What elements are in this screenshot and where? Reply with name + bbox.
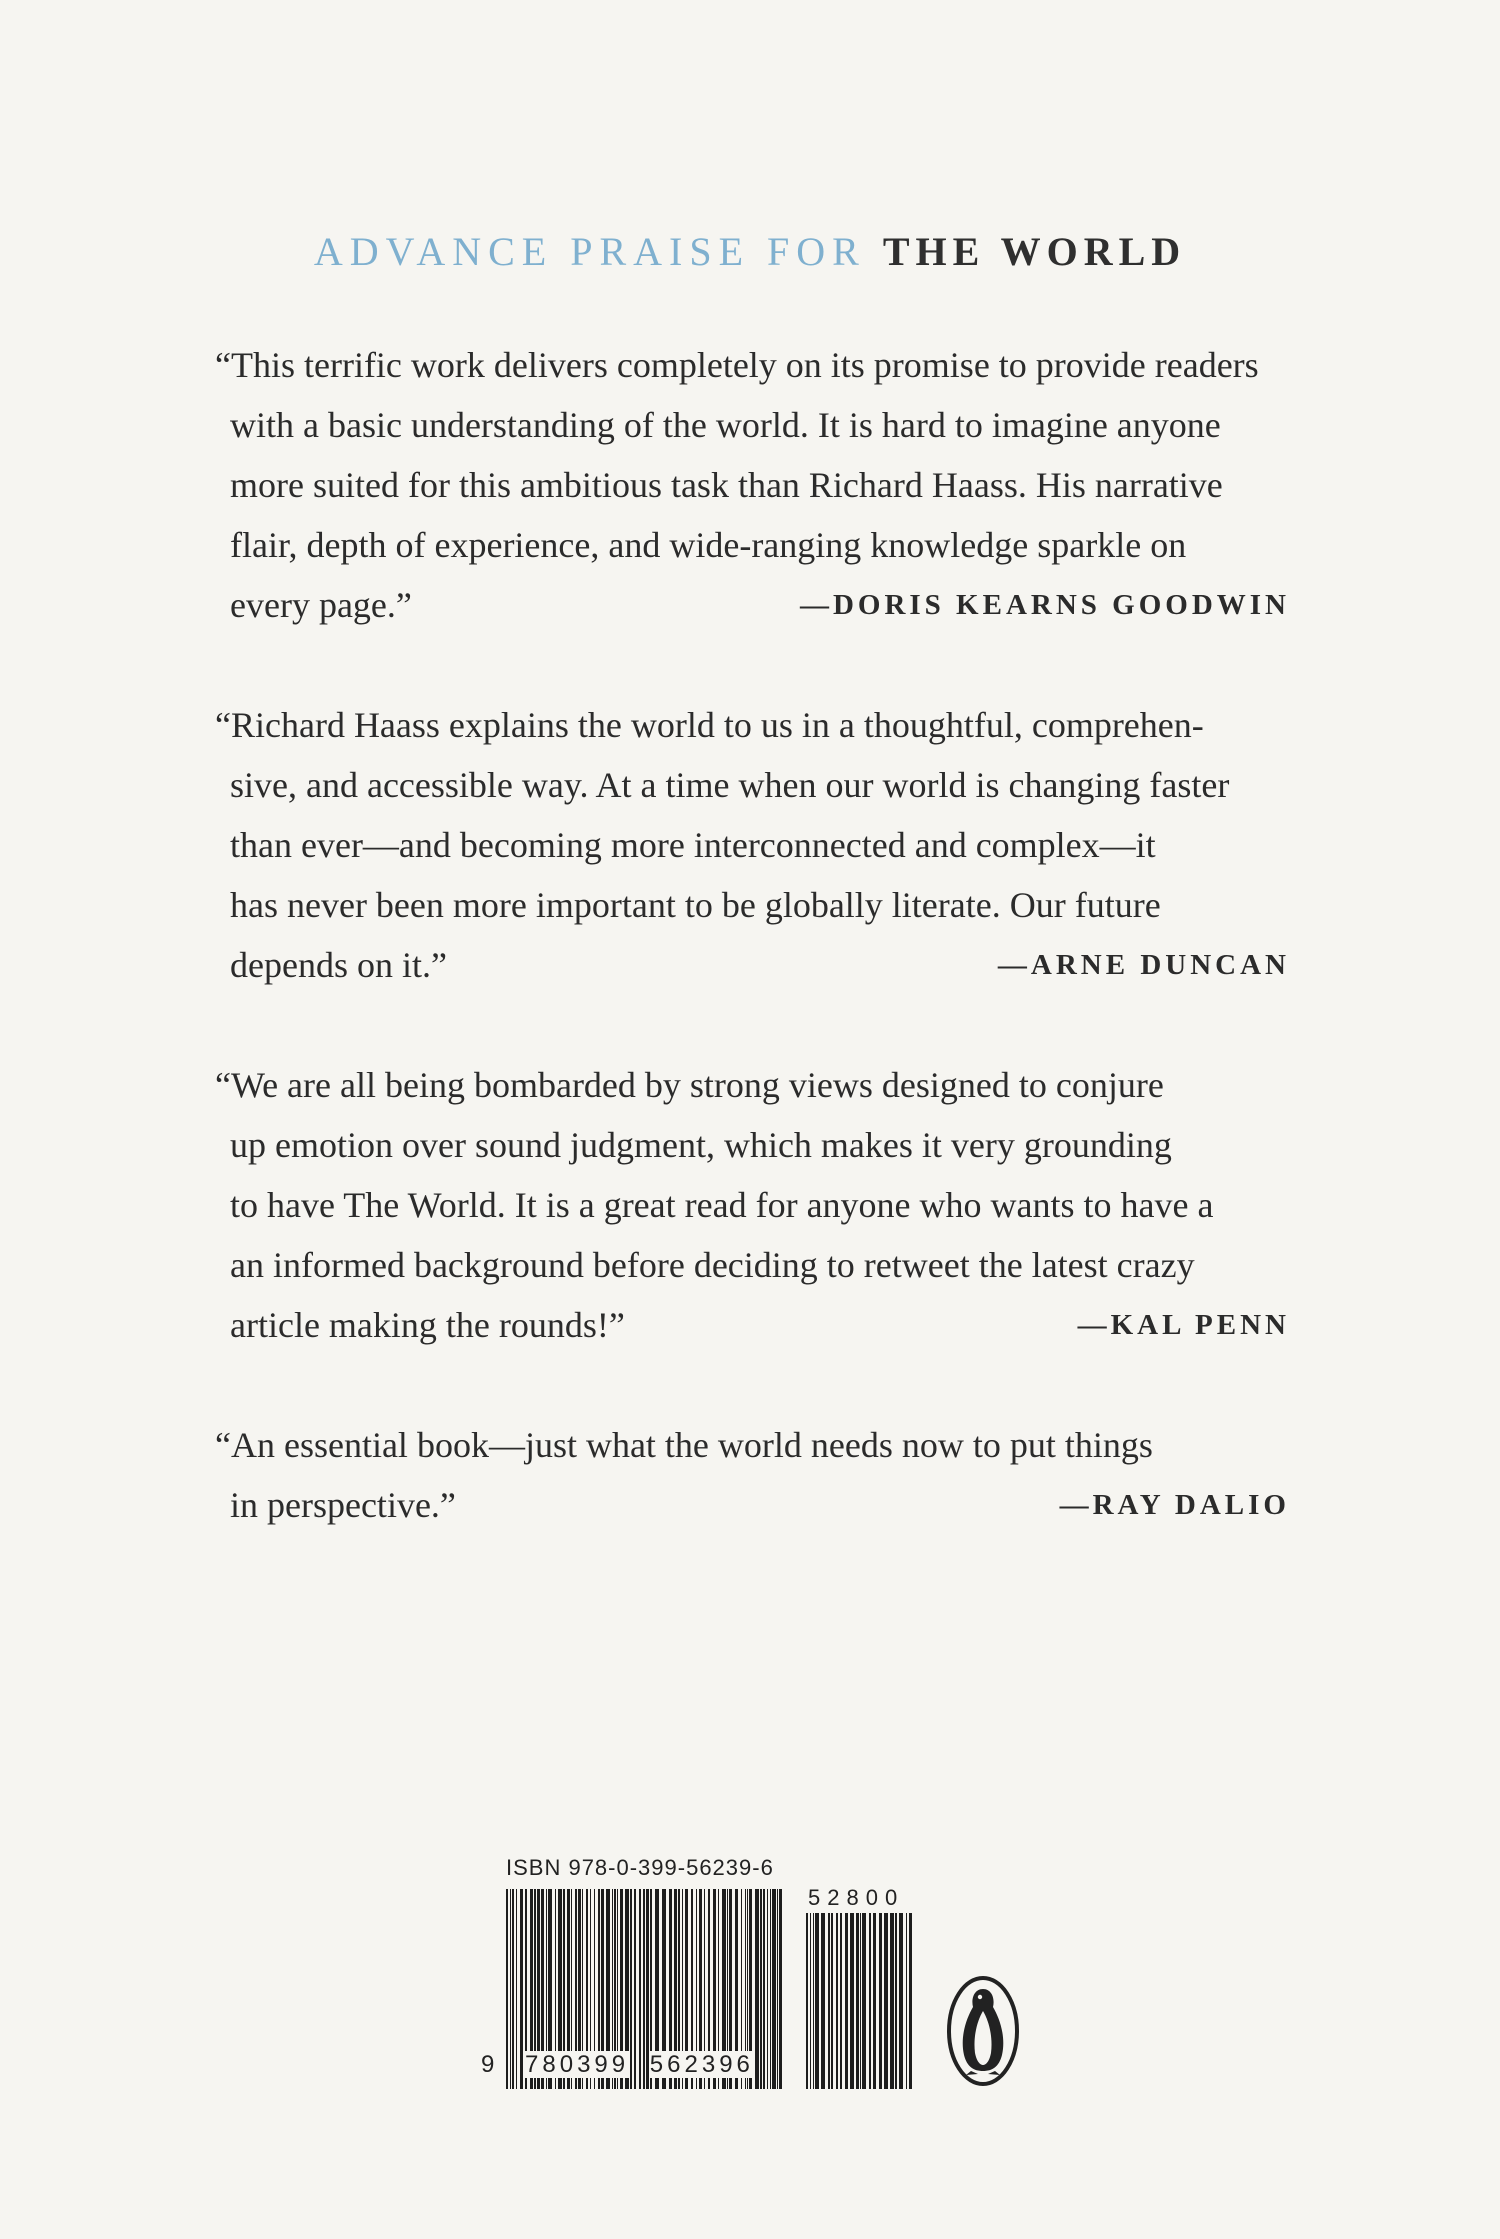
barcode-bar	[869, 1913, 871, 2089]
barcode-bar	[873, 1913, 876, 2089]
barcode-bar	[856, 1913, 859, 2089]
barcode-bar	[845, 1913, 848, 2089]
barcode-bar	[899, 1913, 903, 2089]
heading-title: THE WORLD	[882, 229, 1187, 274]
barcode-bar	[909, 1913, 912, 2089]
quote-goodwin	[215, 335, 1290, 635]
barcode-bar	[860, 1913, 861, 2089]
barcode-bar	[763, 1889, 765, 2089]
quote-line: than ever—and becoming more interconnected and complex—it	[230, 825, 1156, 865]
addon-barcode-bars	[806, 1913, 916, 2089]
quote-line: every page.”	[230, 585, 412, 625]
barcode-bar	[815, 1913, 819, 2089]
quote-line: flair, depth of experience, and wide-ranging knowledge sparkle on	[230, 525, 1187, 565]
quote-line: sive, and accessible way. At a time when our world is changing faster	[230, 765, 1230, 805]
barcode-bar	[777, 1889, 778, 2089]
quote-line: up emotion over sound judgment, which makes it very grounding	[230, 1125, 1172, 1165]
barcode-bar	[862, 1913, 866, 2089]
barcode-bar	[821, 1913, 825, 2089]
quote-duncan	[215, 695, 1290, 995]
barcode-digits	[480, 2051, 755, 2079]
barcode-bar	[895, 1913, 897, 2089]
quote-line: “We are all being bombarded by strong views designed to conjure	[215, 1065, 1164, 1105]
penguin-logo-icon	[946, 1975, 1020, 2087]
quote-line: more suited for this ambitious task than Richard Haass. His narrative	[230, 465, 1223, 505]
barcode-bar	[779, 1889, 782, 2089]
barcode-bar	[813, 1913, 814, 2089]
quote-line: article making the rounds!”	[230, 1305, 625, 1345]
price-addon-label: 52800	[808, 1885, 905, 1910]
barcode-bar	[840, 1913, 842, 2089]
barcode-bar	[770, 1889, 771, 2089]
barcode-bar	[836, 1913, 838, 2089]
quote-line: “Richard Haass explains the world to us in a thoughtful, comprehen-	[215, 705, 1204, 745]
barcode-bar	[806, 1913, 808, 2089]
barcode-bar	[828, 1913, 830, 2089]
barcode-bar	[772, 1889, 776, 2089]
quote-line: depends on it.”	[230, 945, 447, 985]
barcode-digit-group-right: 562396	[649, 2051, 754, 2078]
barcode-bar	[890, 1913, 894, 2089]
barcode-bar	[879, 1913, 882, 2089]
barcode-bar	[755, 1889, 759, 2089]
quote-line: in perspective.”	[230, 1485, 456, 1525]
barcode-bar	[810, 1913, 811, 2089]
barcode-bar	[906, 1913, 907, 2089]
heading-lead: ADVANCE PRAISE FOR	[313, 229, 866, 274]
barcode-bar	[831, 1913, 833, 2089]
barcode-bar	[767, 1889, 768, 2089]
quote-line: “This terrific work delivers completely on its promise to provide readers	[215, 345, 1259, 385]
quote-line: “An essential book—just what the world needs now to put things	[215, 1425, 1153, 1465]
barcode-bar	[760, 1889, 762, 2089]
isbn-label: ISBN 978-0-399-56239-6	[506, 1855, 774, 1880]
quote-line: with a basic understanding of the world. It is hard to imagine anyone	[230, 405, 1221, 445]
quote-attribution: —DORIS KEARNS GOODWIN	[799, 589, 1290, 621]
quote-attribution: —KAL PENN	[1077, 1309, 1290, 1341]
barcode-digit-lead: 9	[481, 2051, 499, 2078]
isbn-barcode	[480, 1855, 1040, 2135]
barcode-bar	[850, 1913, 854, 2089]
praise-heading	[0, 228, 1500, 275]
quote-penn	[215, 1055, 1290, 1355]
quote-dalio	[215, 1415, 1290, 1535]
quote-line: has never been more important to be globally literate. Our future	[230, 885, 1161, 925]
quote-attribution: —RAY DALIO	[1059, 1489, 1290, 1521]
quote-line: an informed background before deciding to retweet the latest crazy	[230, 1245, 1195, 1285]
quote-attribution: —ARNE DUNCAN	[997, 949, 1290, 981]
quote-line: to have The World. It is a great read for anyone who wants to have a	[230, 1185, 1214, 1225]
barcode-bar	[884, 1913, 888, 2089]
barcode-digit-group-left: 780399	[525, 2051, 630, 2078]
